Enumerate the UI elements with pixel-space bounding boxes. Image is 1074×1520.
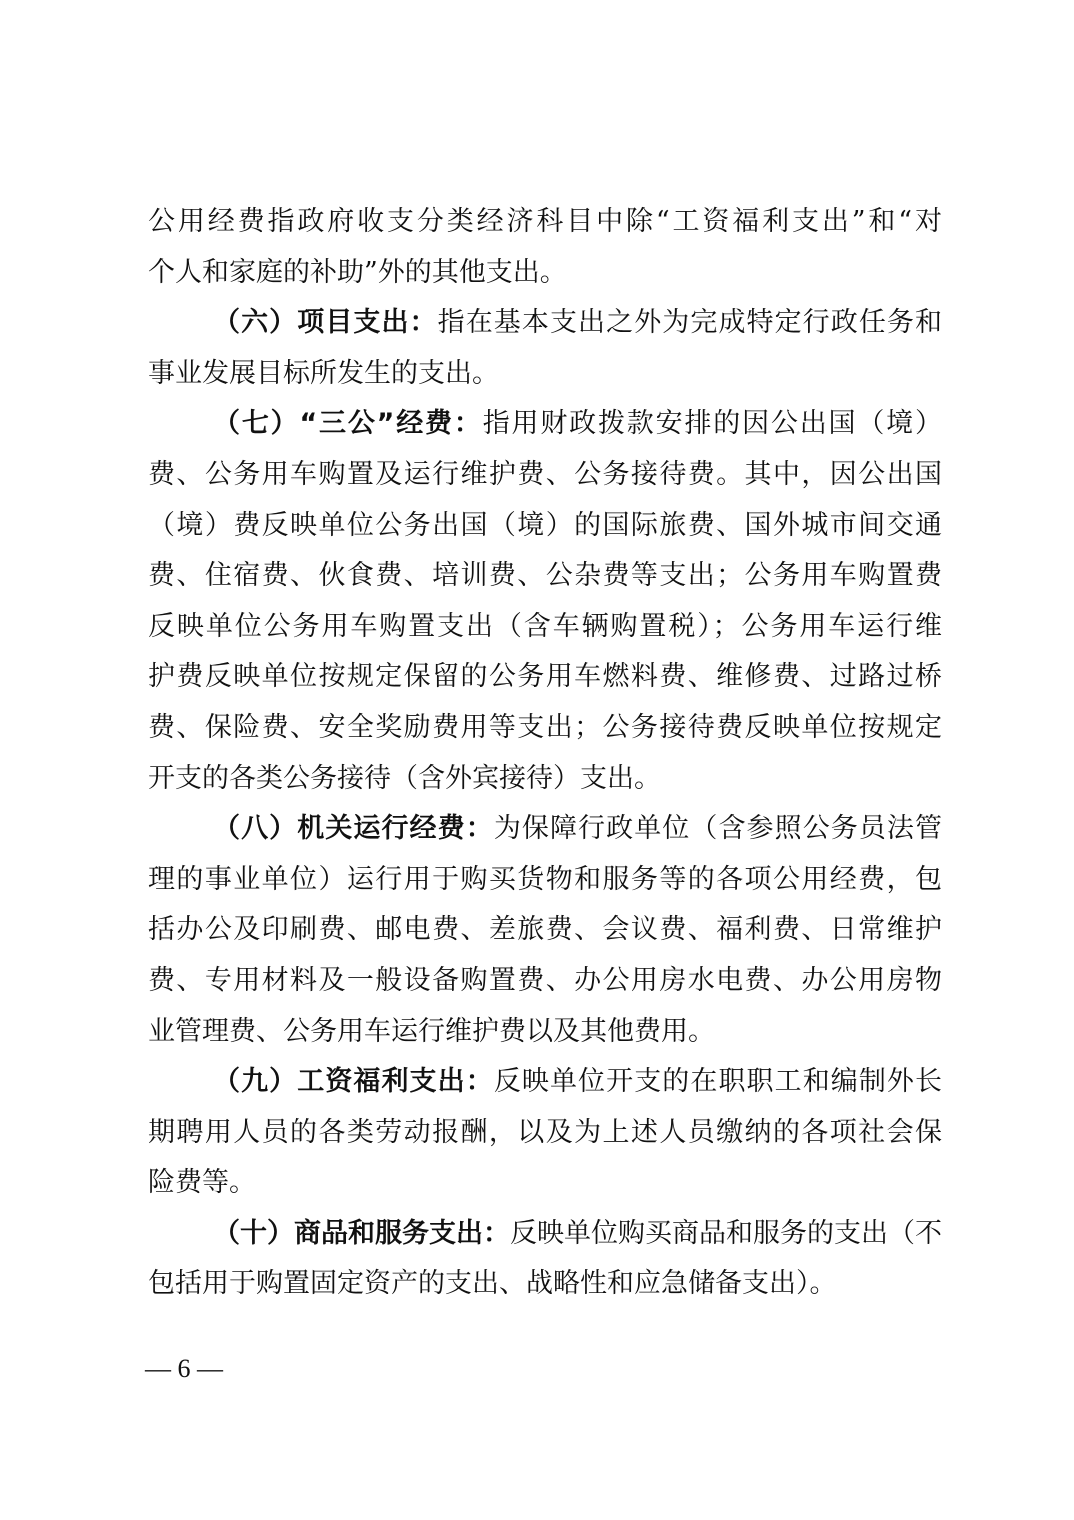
line-text: 反映单位开支的在职职工和编制外长: [493, 1066, 943, 1098]
text-line: [148, 1158, 942, 1209]
text-line: [148, 703, 942, 754]
line-text: 期聘用人员的各类劳动报酬，以及为上述人员缴纳的各项社会保: [148, 1116, 942, 1148]
text-line: [148, 298, 942, 349]
document-body: [148, 197, 942, 1310]
line-text: 指用财政拨款安排的因公出国（境）: [482, 408, 943, 440]
line-text: 费、保险费、安全奖励费用等支出；公务接待费反映单位按规定: [148, 711, 942, 743]
text-line: [148, 1057, 942, 1108]
line-text: 费、公务用车购置及运行维护费、公务接待费。其中，因公出国: [148, 458, 942, 490]
section-heading: （七）“三公”经费：: [213, 408, 483, 440]
text-line: [148, 652, 942, 703]
line-text: 事业发展目标所发生的支出。: [148, 357, 499, 389]
text-line: [148, 1108, 942, 1159]
text-line: [148, 602, 942, 653]
text-line: [148, 956, 942, 1007]
text-line: [148, 248, 942, 299]
line-text: 指在基本支出之外为完成特定行政任务和: [437, 307, 942, 339]
text-line: [148, 501, 942, 552]
line-text: 护费反映单位按规定保留的公务用车燃料费、维修费、过路过桥: [148, 661, 942, 693]
section-heading: （八）机关运行经费：: [213, 813, 494, 845]
text-line: [148, 1209, 942, 1260]
line-text: 括办公及印刷费、邮电费、差旅费、会议费、福利费、日常维护: [148, 914, 942, 946]
text-line: [148, 905, 942, 956]
line-text: 险费等。: [148, 1167, 256, 1199]
line-text: 个人和家庭的补助”外的其他支出。: [148, 256, 567, 288]
text-line: [148, 1259, 942, 1310]
line-text: 业管理费、公务用车运行维护费以及其他费用。: [148, 1015, 715, 1047]
line-text: （境）费反映单位公务出国（境）的国际旅费、国外城市间交通: [148, 509, 942, 541]
line-text: 公用经费指政府收支分类经济科目中除“工资福利支出”和“对: [148, 206, 942, 237]
line-text: 为保障行政单位（含参照公务员法管: [493, 813, 943, 845]
text-line: [148, 804, 942, 855]
text-line: [148, 754, 942, 805]
text-line: [148, 551, 942, 602]
text-line: [148, 450, 942, 501]
text-line: [148, 855, 942, 906]
section-heading: （十）商品和服务支出：: [213, 1217, 510, 1249]
line-text: 费、住宿费、伙食费、培训费、公杂费等支出；公务用车购置费: [148, 560, 942, 592]
line-text: 开支的各类公务接待（含外宾接待）支出。: [148, 762, 661, 794]
text-line: [148, 197, 942, 248]
line-text: 反映单位公务用车购置支出（含车辆购置税）；公务用车运行维: [148, 610, 942, 642]
section-heading: （九）工资福利支出：: [213, 1066, 494, 1098]
text-line: [148, 399, 942, 450]
text-line: [148, 1007, 942, 1058]
line-text: 理的事业单位）运行用于购买货物和服务等的各项公用经费，包: [148, 863, 942, 895]
line-text: 费、专用材料及一般设备购置费、办公用房水电费、办公用房物: [148, 964, 942, 996]
page-number: — 6 —: [145, 1354, 223, 1383]
line-text: 反映单位购买商品和服务的支出（不: [510, 1217, 942, 1249]
text-line: [148, 349, 942, 400]
section-heading: （六）项目支出：: [213, 307, 438, 339]
line-text: 包括用于购置固定资产的支出、战略性和应急储备支出）。: [148, 1268, 837, 1300]
